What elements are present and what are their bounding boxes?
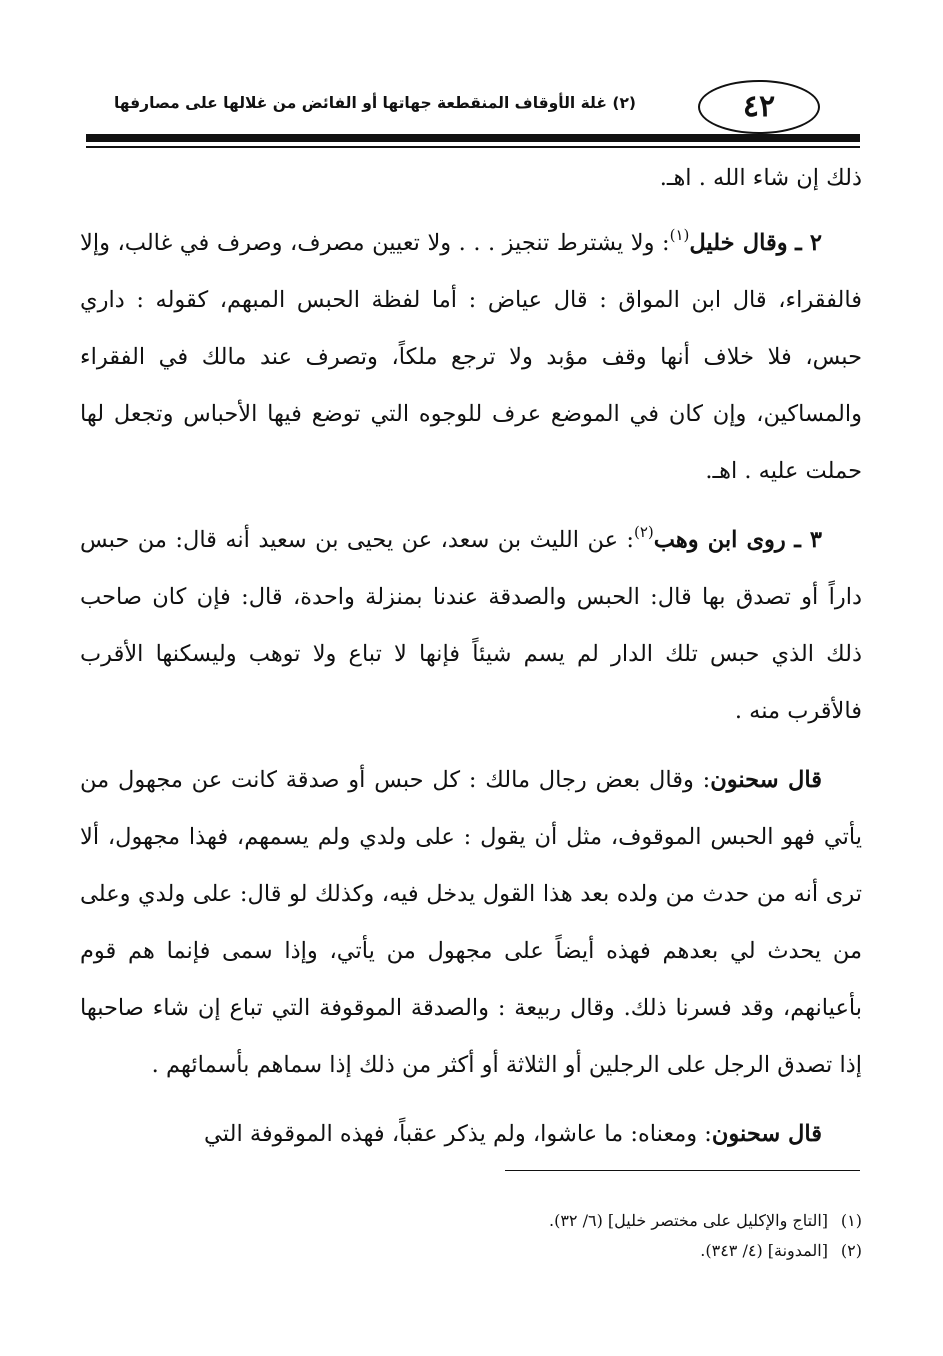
- paragraph-text: : ومعناه: ما عاشوا، ولم يذكر عقباً، فهذه الموقوفة التي: [204, 1121, 712, 1147]
- footnote-number: (١): [840, 1211, 862, 1230]
- running-title: (٢) غلة الأوقاف المنقطعة جهاتها أو الفائض من غلالها على مصارفها: [113, 94, 636, 112]
- paragraph-khalil: [80, 215, 862, 500]
- body-text: [80, 150, 862, 1175]
- header-rule-thick: [86, 134, 860, 142]
- author-name: وقال خليل: [689, 230, 788, 256]
- page-number: [698, 80, 820, 134]
- header-rule-thin: [86, 146, 860, 148]
- speaker-label: قال سحنون: [711, 1121, 822, 1147]
- paragraph-text: : وقال بعض رجال مالك : كل حبس أو صدقة كانت عن مجهول من يأتي فهو الحبس الموقوف، مثل أن يقول : على ولدي ولم يسمهم، فهذا مجهول، ألا ترى أنه من حدث من ولده بعد هذا القول يدخل فيه، وكذلك لو قال: على ولدي وعلى من يحدث لي بعدهم فهذه أيضاً على مجهول من يأتي، وإذا سمى فإنما هم قوم بأعيانهم، وقد فسرنا ذلك. وقال ربيعة : والصدقة الموقوفة التي تباع إن شاء صاحبها إذا تصدق الرجل على الرجلين أو الثلاثة أو أكثر من ذلك إذا سماهم بأسمائهم .: [80, 767, 862, 1078]
- paragraph-sahnun: [80, 752, 862, 1094]
- paragraph-text: : عن الليث بن سعد، عن يحيى بن سعيد أنه قال: من حبس داراً أو تصدق بها قال: الحبس والصدقة عندنا بمنزلة واحدة، قال: فإن كان صاحب ذلك الذي حبس تلك الدار لم يسم شيئاً فإنها لا تباع ولا توهب وليسكنها الأقرب فالأقرب منه .: [80, 527, 862, 724]
- item-number: ٢ ـ: [795, 230, 822, 256]
- item-number: ٣ ـ: [794, 527, 823, 553]
- speaker-label: قال سحنون: [710, 767, 822, 793]
- paragraph-continuation: ذلك إن شاء الله . اهـ.: [659, 165, 862, 191]
- paragraph-ibn-wahb: [80, 512, 862, 740]
- footnote-text: [التاج والإكليل على مختصر خليل] (٦/ ٣٢).: [549, 1211, 828, 1230]
- author-name: روى ابن وهب: [653, 527, 786, 553]
- footnote-number: (٢): [840, 1241, 862, 1260]
- footnote-2: [80, 1236, 862, 1266]
- footnote-ref[interactable]: (٢): [634, 523, 654, 541]
- footnote-text: [المدونة] (٤/ ٣٤٣).: [700, 1241, 828, 1260]
- footnote-ref[interactable]: (١): [669, 226, 690, 244]
- paragraph-sahnun-2: [80, 1106, 862, 1163]
- paragraph-text: : ولا يشترط تنجيز . . . ولا تعيين مصرف، وصرف في غالب، وإلا فالفقراء، قال ابن المواق : قال عياض : أما لفظة الحبس المبهم، كقوله : داري حبس، فلا خلاف أنها وقف مؤبد ولا ترجع ملكاً، وتصرف عند مالك في الفقراء والمساكين، وإن كان في الموضع عرف للوجوه التي توضع فيها الأحباس وتجعل لها حملت عليه . اهـ.: [80, 230, 862, 484]
- page-number-text: ٤٢: [742, 89, 776, 124]
- footnote-1: [80, 1206, 862, 1236]
- footnotes: [80, 1206, 862, 1266]
- footnote-separator: [505, 1170, 860, 1171]
